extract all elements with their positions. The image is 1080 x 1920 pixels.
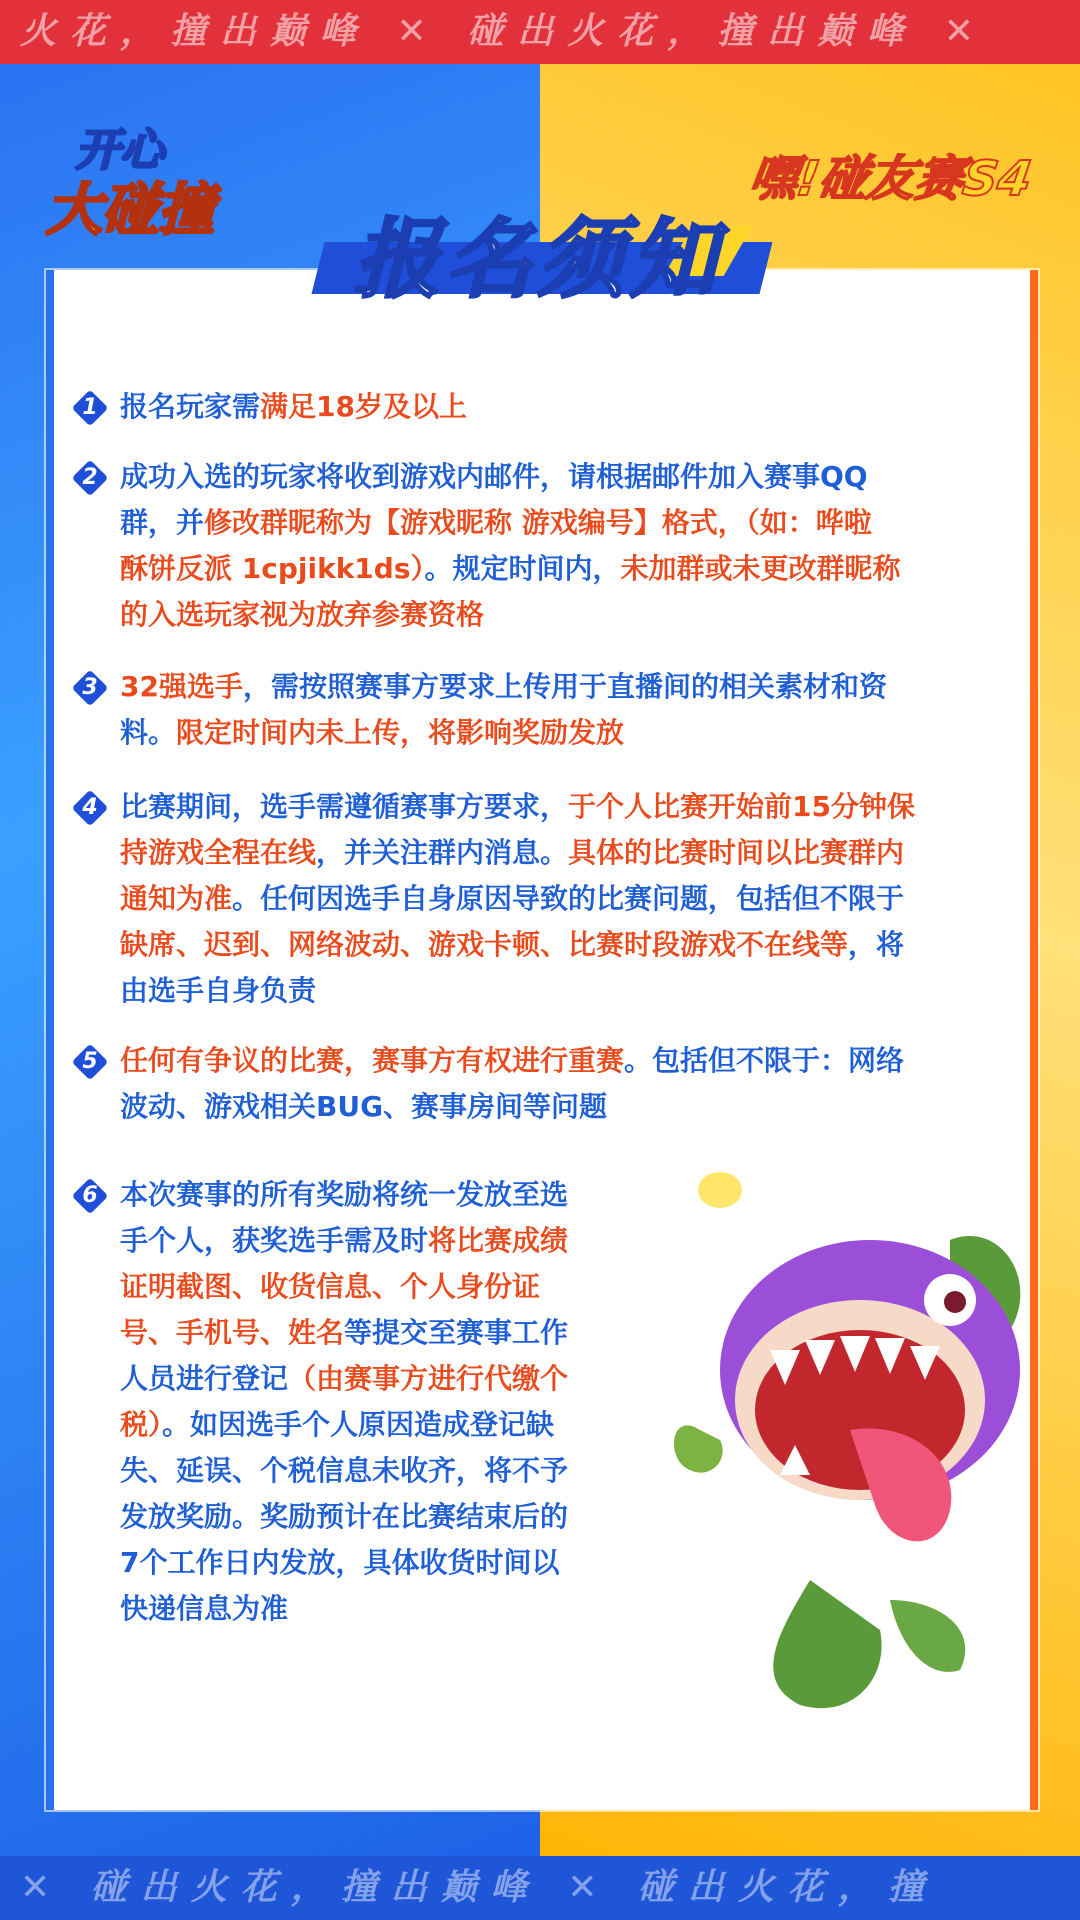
highlighted-text: 修改群昵称为【游戏昵称 游戏编号】格式，（如：哗啦 <box>204 506 872 539</box>
rule-text-segment: 7个工作日内发放，具体收货时间以 <box>120 1546 560 1579</box>
rule-text-segment: 发放奖励。奖励预计在比赛结束后的 <box>120 1500 569 1533</box>
number-badge-icon: 6 <box>72 1178 108 1214</box>
rule-text <box>120 784 915 1014</box>
rule-text-segment: 比赛期间，选手需遵循赛事方要求， <box>120 790 569 823</box>
rule-text-segment: 群，并 <box>120 506 205 539</box>
highlighted-text: 具体的比赛时间以比赛群内 <box>568 836 905 869</box>
page-title: 报名须知 <box>354 210 722 310</box>
number-badge-icon: 1 <box>72 390 108 426</box>
number-badge-icon: 2 <box>72 460 108 496</box>
highlighted-text: 缺席、迟到、网络波动、游戏卡顿、比赛时段游戏不在线等 <box>120 928 849 961</box>
rule-text <box>120 1038 904 1130</box>
rule-text-segment: 等提交至赛事工作 <box>344 1316 569 1349</box>
game-logo-line2: 大碰撞 <box>46 178 214 243</box>
mascot-plant-monster-image <box>660 1160 1040 1720</box>
highlighted-text: （由赛事方进行代缴个 <box>288 1362 569 1395</box>
top-ticker-banner: 火花，撞出巅峰 ✕ 碰出火花，撞出巅峰 ✕ <box>0 0 1080 64</box>
highlighted-text: 税） <box>120 1408 163 1441</box>
rule-text-segment: 成功入选的玩家将收到游戏内邮件，请根据邮件加入赛事QQ <box>120 460 868 493</box>
rule-text-segment: 料。 <box>120 716 177 749</box>
rule-text-segment: ，需按照赛事方要求上传用于直播间的相关素材和资 <box>242 670 887 703</box>
rule-text-segment: 波动、游戏相关BUG、赛事房间等问题 <box>120 1090 608 1123</box>
rule-text <box>120 384 467 430</box>
highlighted-text: 的入选玩家视为放弃参赛资格 <box>120 598 485 631</box>
rule-text-segment: 。任何因选手自身原因导致的比赛问题，包括但不限于 <box>232 882 905 915</box>
highlighted-text: 将比赛成绩 <box>428 1224 569 1257</box>
rule-text-segment: 报名玩家需 <box>120 390 261 423</box>
rule-text-segment: 人员进行登记 <box>120 1362 289 1395</box>
rule-text-segment: ，并关注群内消息。 <box>316 836 569 869</box>
highlighted-text: 任何有争议的比赛，赛事方有权进行重赛 <box>120 1044 625 1077</box>
game-logo-line1: 开心 <box>76 125 164 176</box>
title-banner <box>318 196 766 310</box>
highlighted-text: 32强选手 <box>120 670 243 703</box>
rule-text-segment: 失、延误、个税信息未收齐，将不予 <box>120 1454 569 1487</box>
highlighted-text: 限定时间内未上传，将影响奖励发放 <box>176 716 625 749</box>
highlighted-text: 持游戏全程在线 <box>120 836 317 869</box>
highlighted-text: 于个人比赛开始前15分钟保 <box>568 790 915 823</box>
rule-text <box>120 454 901 638</box>
rule-text-segment: 。包括但不限于：网络 <box>624 1044 905 1077</box>
bottom-ticker-banner: ✕ 碰出火花，撞出巅峰 ✕ 碰出火花，撞 <box>0 1856 1080 1920</box>
rule-text <box>120 1172 568 1632</box>
rule-text-segment: 手个人，获奖选手需及时 <box>120 1224 429 1257</box>
highlighted-text: 通知为准 <box>120 882 233 915</box>
rule-text-segment: 快递信息为准 <box>120 1592 289 1625</box>
highlighted-text: 证明截图、收货信息、个人身份证 <box>120 1270 541 1303</box>
game-logo <box>46 110 226 243</box>
number-badge-icon: 3 <box>72 670 108 706</box>
rule-text-segment: 。如因选手个人原因造成登记缺 <box>162 1408 555 1441</box>
rule-text-segment: ，将 <box>848 928 905 961</box>
event-logo: 嘿!碰友赛S4 <box>745 151 1036 207</box>
highlighted-text: 酥饼反派 1cpjikk1ds） <box>120 552 425 585</box>
number-badge-icon: 5 <box>72 1044 108 1080</box>
highlighted-text: 号、手机号、姓名 <box>120 1316 345 1349</box>
highlighted-text: 满足18岁及以上 <box>260 390 467 423</box>
rule-text <box>120 664 887 756</box>
rule-text-segment: 由选手自身负责 <box>120 974 317 1007</box>
rule-text-segment: 本次赛事的所有奖励将统一发放至选 <box>120 1178 569 1211</box>
rule-text-segment: 。规定时间内， <box>424 552 621 585</box>
highlighted-text: 未加群或未更改群昵称 <box>620 552 901 585</box>
number-badge-icon: 4 <box>72 790 108 826</box>
